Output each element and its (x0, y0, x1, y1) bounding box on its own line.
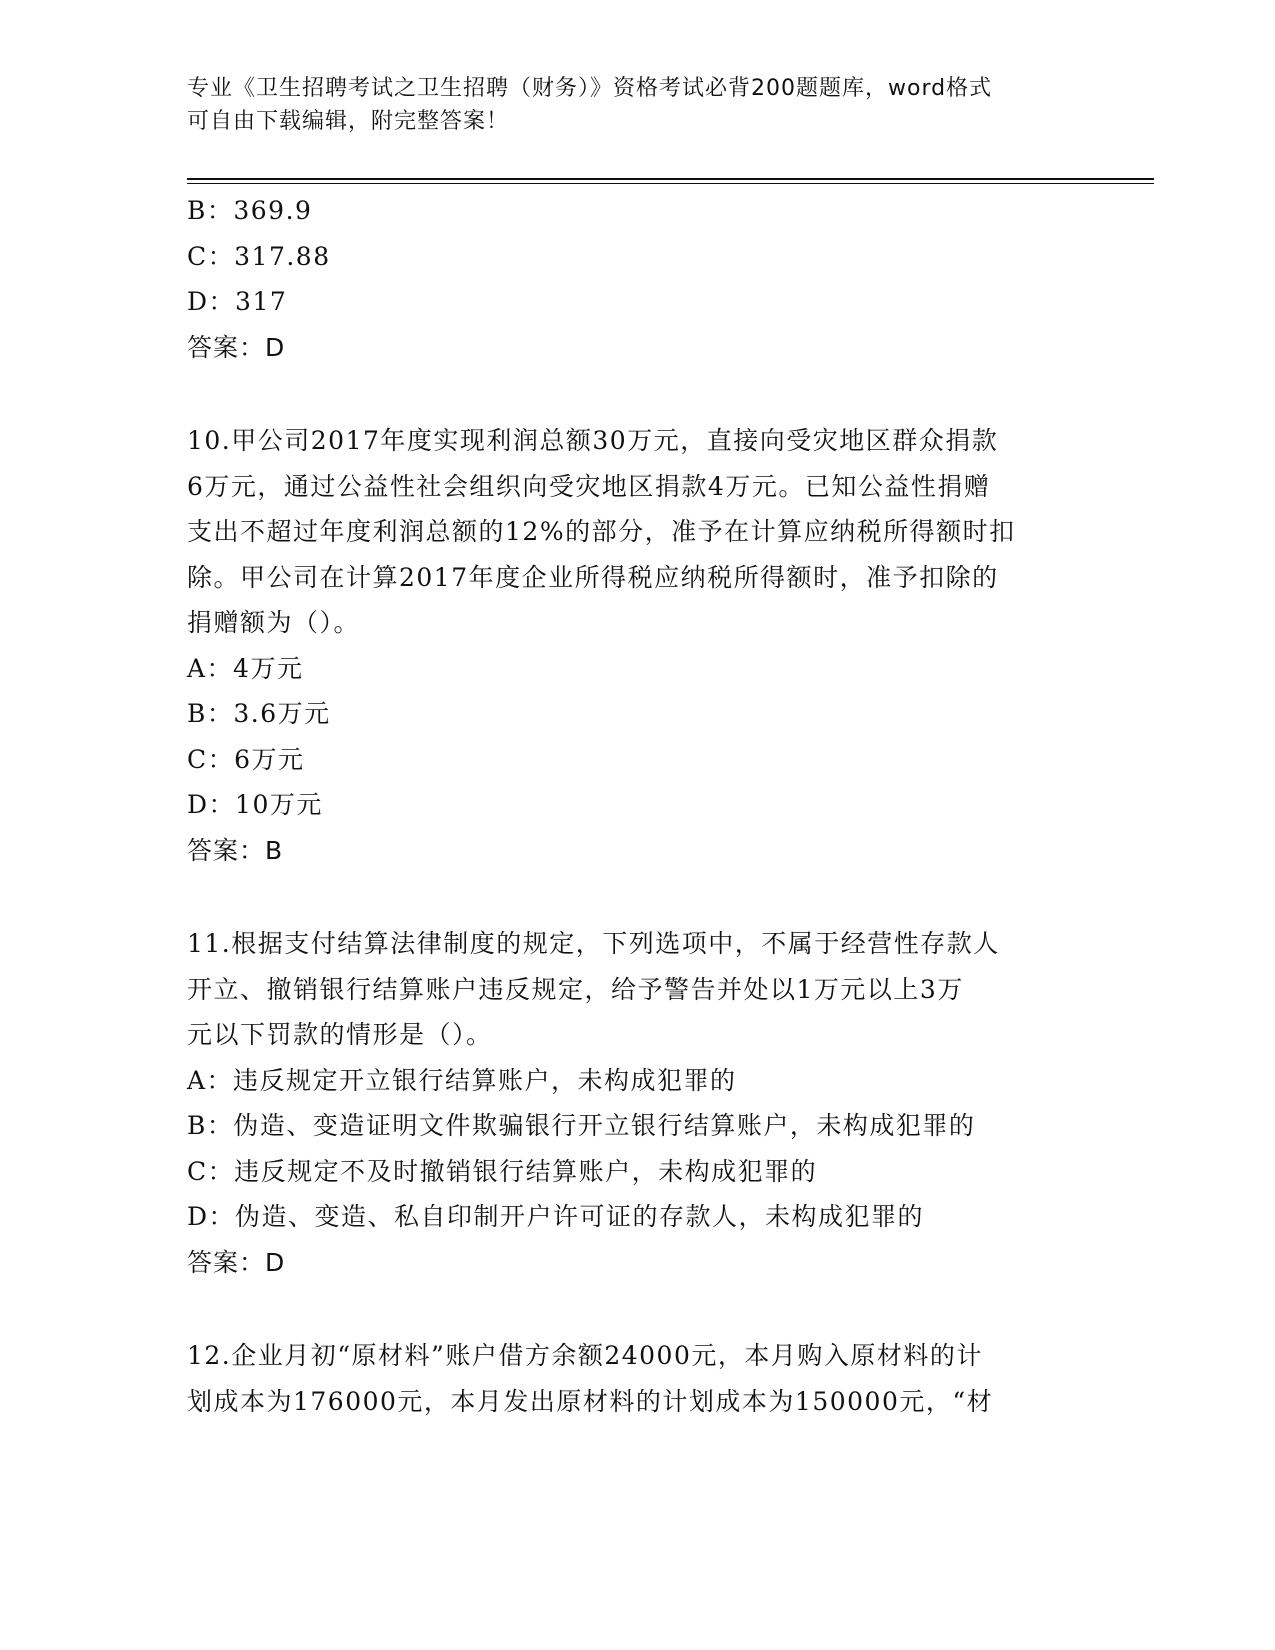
option-b: B：伪造、变造证明文件欺骗银行开立银行结算账户，未构成犯罪的 (187, 1111, 976, 1140)
spacer (187, 873, 1077, 921)
question-12-block (187, 1333, 1077, 1424)
option-b: B：3.6万元 (187, 699, 331, 728)
question-text-line: 开立、撤销银行结算账户违反规定，给予警告并处以1万元以上3万 (187, 974, 964, 1004)
question-text-line: 12.企业月初“原材料”账户借方余额24000元，本月购入原材料的计 (187, 1341, 983, 1370)
spacer (187, 370, 1077, 418)
question-text-line: 元以下罚款的情形是（）。 (187, 1020, 493, 1049)
option-a: A：4万元 (187, 653, 304, 683)
option-b: B：369.9 (187, 196, 313, 225)
header-title-line-2: 可自由下载编辑，附完整答案！ (187, 109, 510, 134)
spacer (187, 1285, 1077, 1333)
option-a: A：违反规定开立银行结算账户，未构成犯罪的 (187, 1065, 737, 1095)
document-header (187, 72, 1067, 138)
header-title-line-1: 专业《卫生招聘考试之卫生招聘（财务）》资格考试必背200题题库，word格式 (187, 76, 993, 101)
question-content (187, 188, 1077, 1424)
header-divider-thin (187, 183, 1154, 184)
question-text-line: 11.根据支付结算法律制度的规定，下列选项中，不属于经营性存款人 (187, 929, 1000, 958)
question-9-block (187, 188, 1077, 370)
question-10-block (187, 418, 1077, 873)
answer-label: 答案：D (187, 1247, 286, 1277)
question-text-line: 6万元，通过公益性社会组织向受灾地区捐款4万元。已知公益性捐赠 (187, 471, 991, 501)
option-d: D：伪造、变造、私自印制开户许可证的存款人，未构成犯罪的 (187, 1202, 925, 1231)
option-c: C：6万元 (187, 744, 305, 774)
question-text-line: 捐赠额为（）。 (187, 608, 361, 637)
header-divider-thick (187, 178, 1154, 180)
answer-label: 答案：B (187, 835, 284, 865)
question-text-line: 除。甲公司在计算2017年度企业所得税应纳税所得额时，准予扣除的 (187, 562, 999, 592)
option-d: D：10万元 (187, 790, 323, 819)
option-c: C：违反规定不及时撤销银行结算账户，未构成犯罪的 (187, 1156, 818, 1186)
question-text-line: 划成本为176000元，本月发出原材料的计划成本为150000元，“材 (187, 1386, 994, 1416)
question-text-line: 支出不超过年度利润总额的12%的部分，准予在计算应纳税所得额时扣 (187, 517, 1016, 546)
answer-label: 答案：D (187, 332, 286, 362)
question-text-line: 10.甲公司2017年度实现利润总额30万元，直接向受灾地区群众捐款 (187, 426, 999, 455)
option-c: C：317.88 (187, 241, 331, 271)
question-11-block (187, 921, 1077, 1285)
option-d: D：317 (187, 287, 288, 316)
